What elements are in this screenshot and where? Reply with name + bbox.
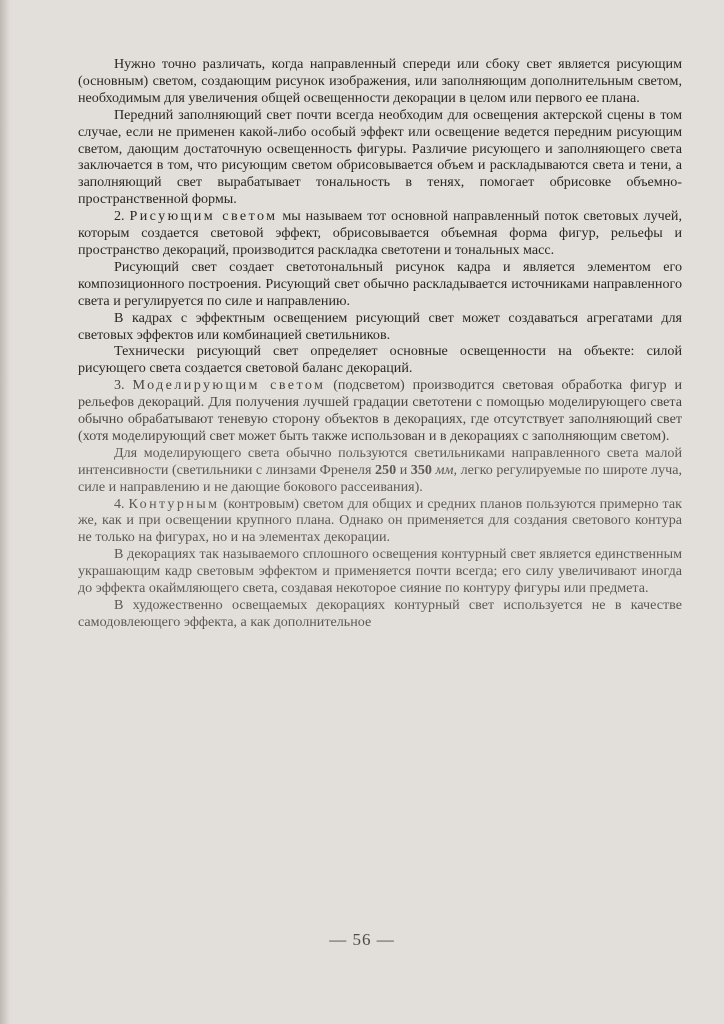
- term-drawing-light: Рисующим светом: [129, 208, 278, 225]
- unit-mm: мм,: [431, 461, 458, 478]
- lens-size-350: 350: [410, 461, 432, 478]
- list-number: 3.: [114, 377, 125, 394]
- paragraph-8: [78, 445, 682, 496]
- paragraph-11: В художественно освещаемых декорациях контурный свет используется не в качестве самодовлеющего эффекта, а как дополнительное: [78, 597, 682, 630]
- paragraph-3-text: мы называем тот основной направленный поток световых лучей, которым создается световой эффект, обрисовывается объемная форма фигур, рельефы и пространство декораций, производится раскладка светотени и тональных масс.: [78, 208, 682, 258]
- list-number: 4.: [114, 495, 125, 512]
- paragraph-4: Рисующий свет создает светотональный рисунок кадра и является элементом его композиционного построения. Рисующий свет обычно раскладывается источниками направленного света и регулируется по силе и направлению.: [78, 258, 682, 309]
- paragraph-8-text-f: легко регулируемые по широте луча, силе и направлению и не дающие бокового рассеивания).: [78, 461, 682, 495]
- paragraph-3: [78, 208, 682, 259]
- paragraph-5: В кадрах с эффектным освещением рисующий свет может создаваться агрегатами для световых эффектов или комбинацией светильников.: [78, 309, 682, 343]
- paragraph-7: [78, 377, 682, 445]
- paragraph-8-text-a: Для моделирующего света обычно пользуются светильниками направленного света малой интенсивности (светильники с линзами Френеля: [78, 444, 682, 478]
- paragraph-9: [78, 496, 682, 547]
- paragraph-6: Технически рисующий свет определяет основные освещенности на объекте: силой рисующего света создается световой баланс декораций.: [78, 343, 682, 377]
- paragraph-10: В декорациях так называемого сплошного освещения контурный свет является единственным украшающим кадр световым эффектом и применяется почти всегда; его силу увеличивают иногда до эффекта окаймляющего света, создавая некоторое сияние по контуру фигуры или предмета.: [78, 546, 682, 597]
- paragraph-8-text-c: и: [396, 461, 411, 478]
- lens-size-250: 250: [375, 461, 397, 478]
- body-text: [78, 56, 682, 631]
- paragraph-7-text: (подсветом) производится световая обработка фигур и рельефов декораций. Для получения лучшей градации светотени с помощью моделирующего света обычно обрабатывают теневую сторону объектов в декорациях, где отсутствует заполняющий свет (хотя моделирующий свет может быть также использован и в декорациях с заполняющим светом).: [78, 377, 682, 444]
- paragraph-2: Передний заполняющий свет почти всегда необходим для освещения актерской сцены в том случае, если не применен какой-либо особый эффект или освещение ведется передним рисующим светом, дающим достаточную освещенность фигуры. Различие рисующего и заполняющего света заключается в том, что рисующим светом обрисовывается объем и раскладываются света и тени, а заполняющий свет вырабатывает тональность в тенях, помогает обрисовке объемно-пространственной формы.: [78, 106, 682, 208]
- paragraph-1: Нужно точно различать, когда направленный спереди или сбоку свет является рисующим (основным) светом, создающим рисунок изображения, или заполняющим дополнительным светом, необходимым для увеличения общей освещенности декорации в целом или первого ее плана.: [78, 56, 682, 106]
- list-number: 2.: [114, 208, 125, 225]
- paragraph-9-text: (контровым) светом для общих и средних планов пользуются примерно так же, как и при освещении крупного плана. Однако он применяется для создания светового контура не только на фигурах, но и на элементах декорации.: [78, 495, 682, 546]
- page-number: — 56 —: [329, 930, 395, 949]
- term-contour-light: Контурным: [128, 495, 220, 512]
- term-modeling-light: Моделирующим светом: [132, 377, 326, 394]
